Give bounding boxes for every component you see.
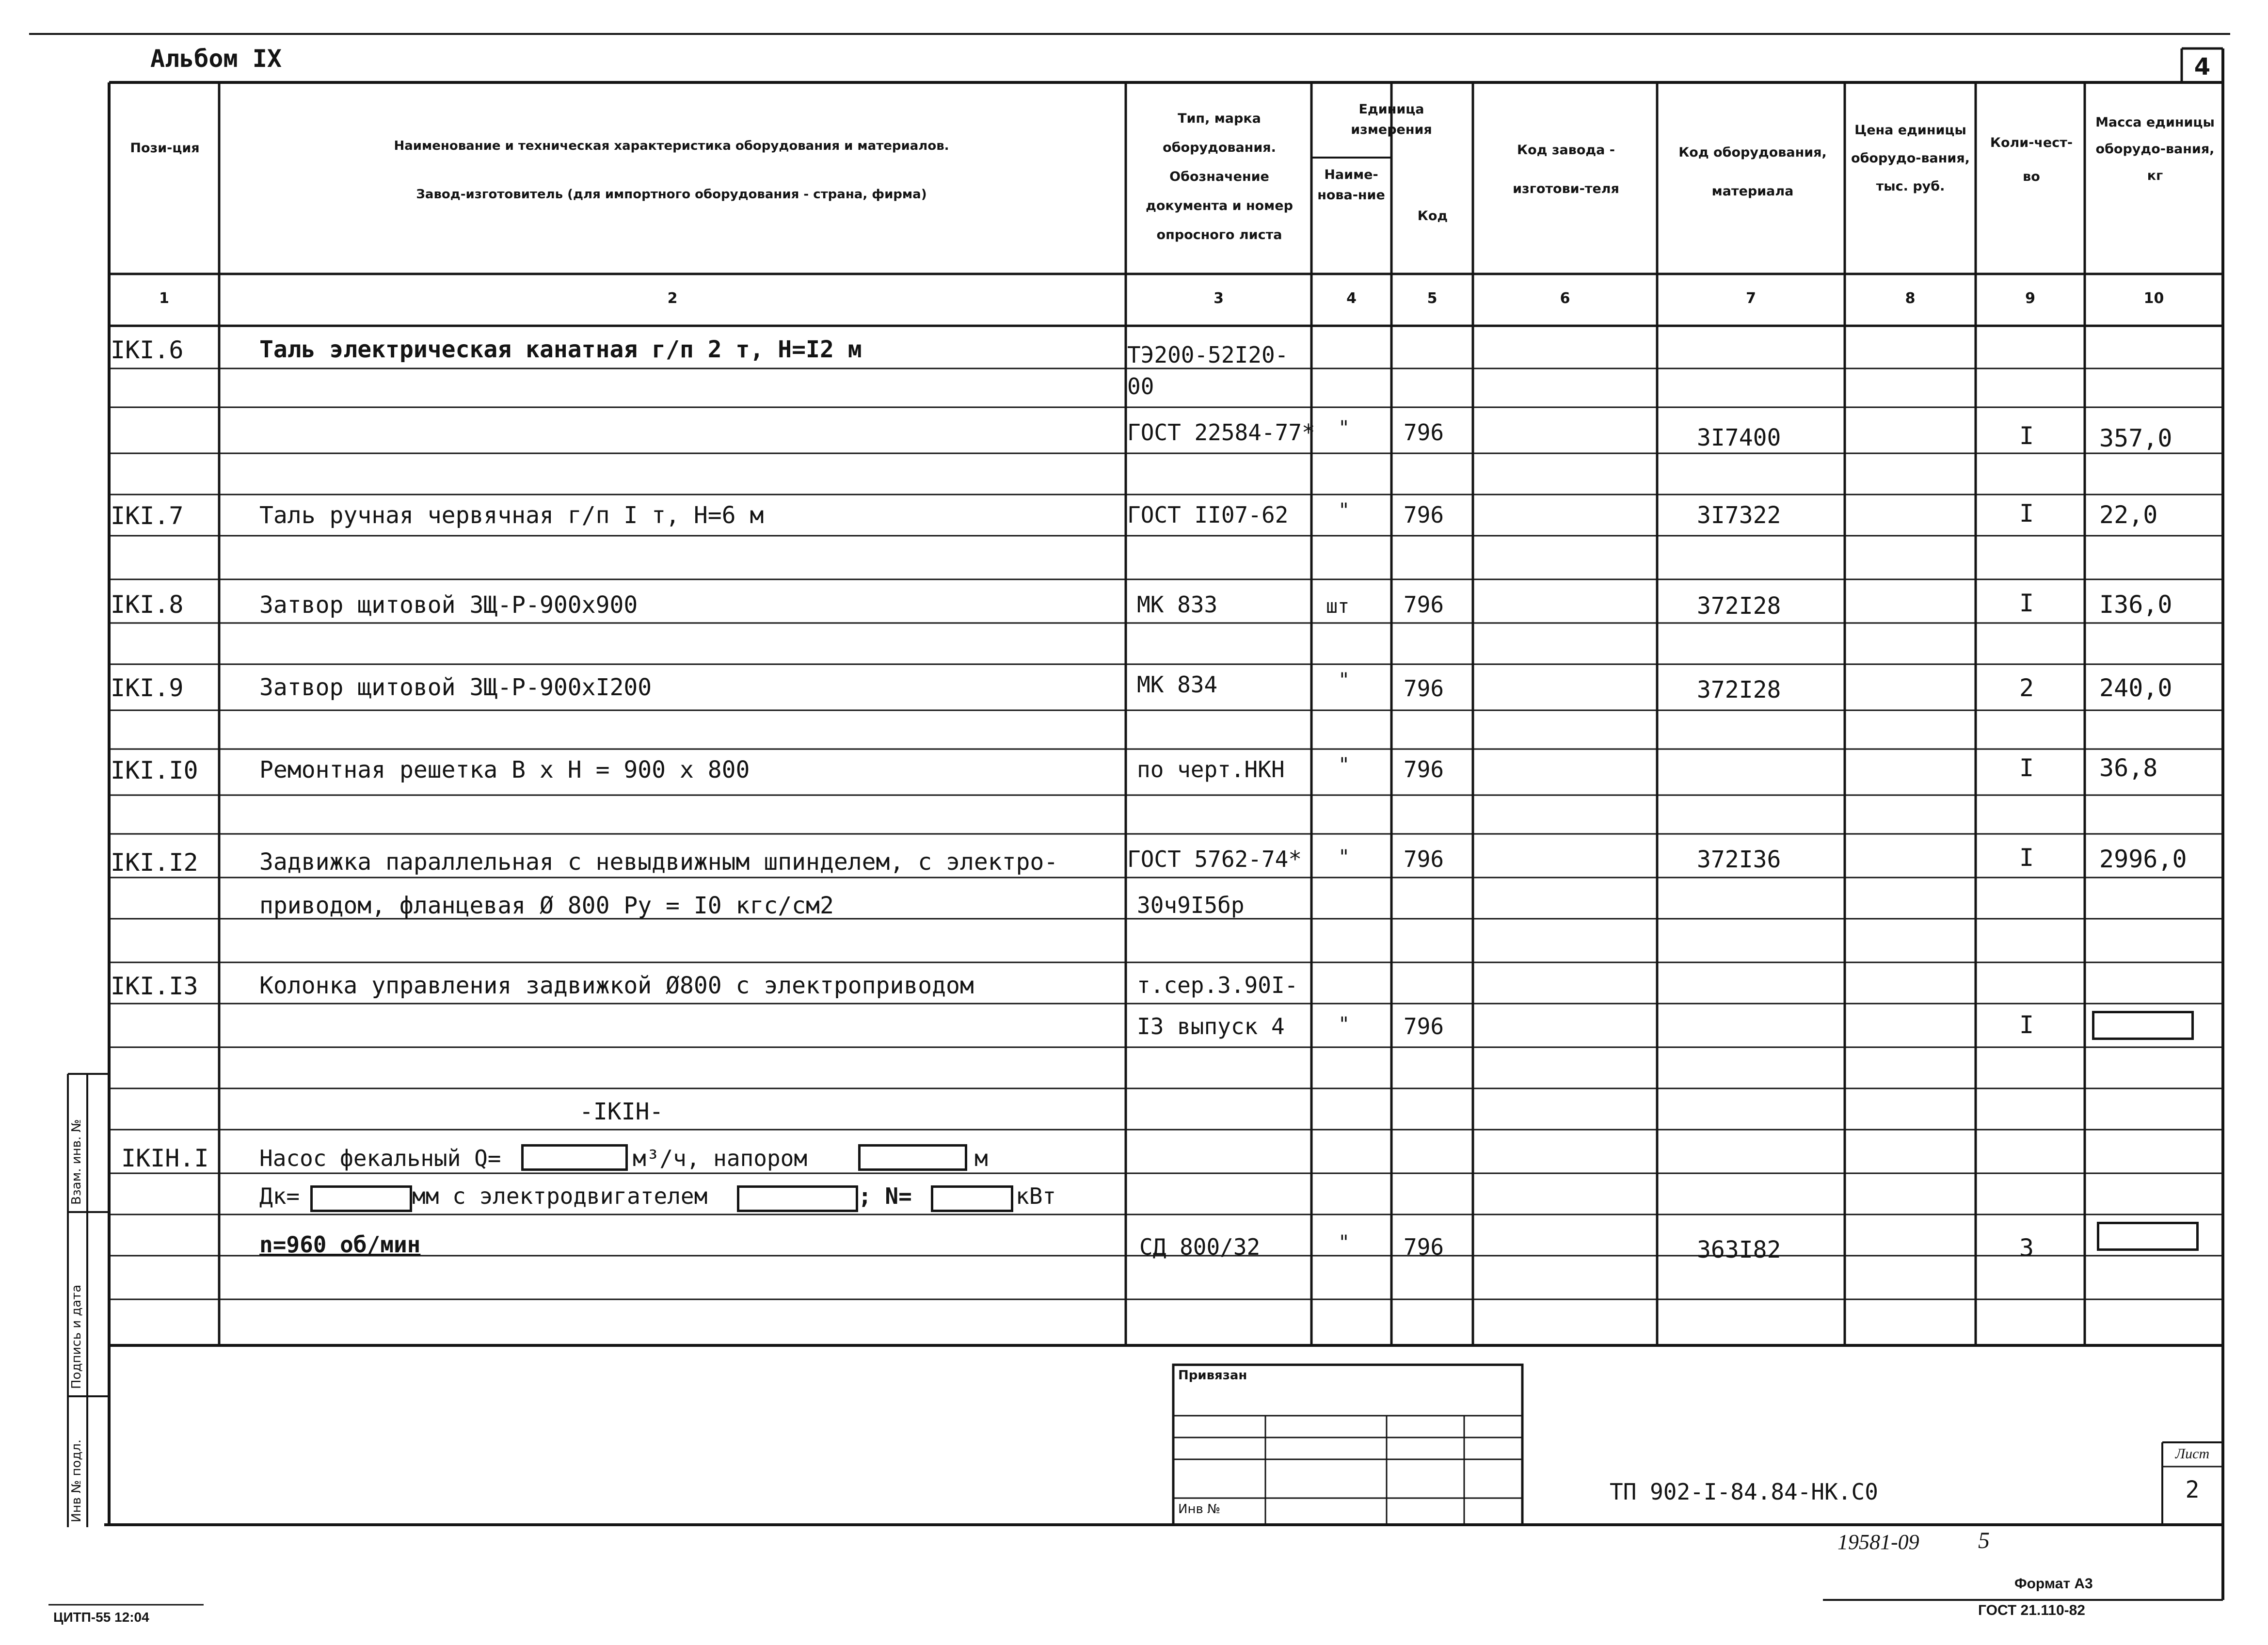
name-cell: Ремонтная решетка В х Н = 900 х 800 xyxy=(259,756,750,783)
type-cell: по черт.НКН xyxy=(1137,756,1285,783)
name-cell: кВт xyxy=(1016,1183,1056,1209)
section-title: -IKIH- xyxy=(579,1098,664,1125)
document-code: ТП 902-I-84.84-НК.С0 xyxy=(1610,1479,1878,1505)
col-number-7: 7 xyxy=(1746,290,1756,307)
type-cell: СД 800/32 xyxy=(1139,1234,1261,1260)
unit-code-cell: 796 xyxy=(1404,1013,1444,1039)
col-number-10: 10 xyxy=(2143,290,2164,307)
name-cell: Дк= xyxy=(259,1183,300,1209)
type-cell: ГОСТ II07-62 xyxy=(1127,502,1289,528)
unit-code-cell: 796 xyxy=(1404,591,1444,618)
header-quantity: Коли-чест-во xyxy=(1990,135,2073,184)
mass-cell: 22,0 xyxy=(2099,501,2158,529)
col-number-1: 1 xyxy=(159,290,169,307)
mass-blank-field xyxy=(2097,1222,2199,1251)
position-cell: IKI.8 xyxy=(111,591,184,619)
name-cell: ; N= xyxy=(858,1183,912,1209)
type-cell: ГОСТ 22584-77* xyxy=(1127,419,1315,446)
col-number-9: 9 xyxy=(2025,290,2035,307)
header-equipment-code: Код оборудования, материала xyxy=(1678,145,1827,199)
unit-code-cell: 796 xyxy=(1404,502,1444,528)
header-mass: Масса единицы оборудо-вания, кг xyxy=(2095,115,2215,183)
name-cell: мм с электродвигателем xyxy=(412,1183,708,1209)
equipment-code-cell: 3I7322 xyxy=(1697,502,1781,529)
type-cell: ТЭ200-52I20- xyxy=(1127,342,1289,368)
position-cell: IKI.I3 xyxy=(111,972,198,1000)
sheet-number: 2 xyxy=(2185,1476,2200,1503)
quantity-cell: I xyxy=(2019,589,2034,617)
mass-cell: 357,0 xyxy=(2099,424,2172,452)
gost-label: ГОСТ 21.110-82 xyxy=(1978,1602,2085,1618)
unit-code-cell: 796 xyxy=(1404,756,1444,783)
unit-code-cell: 796 xyxy=(1404,1234,1444,1260)
type-cell: т.сер.3.90I- xyxy=(1137,972,1298,998)
name-cell: Таль ручная червячная г/п I т, Н=6 м xyxy=(259,502,764,529)
footer-left-label: ЦИТП-55 12:04 xyxy=(53,1610,149,1625)
col-number-6: 6 xyxy=(1560,290,1570,307)
quantity-cell: I xyxy=(2019,844,2034,872)
name-cell: Таль электрическая канатная г/п 2 т, Н=I2 м xyxy=(259,336,862,363)
mass-cell: 2996,0 xyxy=(2099,845,2187,873)
name-cell: Затвор щитовой ЗЩ-Р-900х900 xyxy=(259,591,638,619)
type-cell: I3 выпуск 4 xyxy=(1137,1013,1285,1039)
name-cell: Затвор щитовой ЗЩ-Р-900хI200 xyxy=(259,674,652,701)
position-cell: IKIH.I xyxy=(121,1144,209,1172)
unit-code-cell: 796 xyxy=(1404,419,1444,446)
type-cell: МК 834 xyxy=(1137,671,1218,698)
unit-cell: " xyxy=(1338,417,1350,439)
equipment-code-cell: 372I28 xyxy=(1697,676,1781,703)
header-unit-code: Код xyxy=(1417,208,1448,224)
name-cell: Колонка управления задвижкой Ø800 с электроприводом xyxy=(259,972,974,999)
col-number-8: 8 xyxy=(1905,290,1916,307)
sheet-label: Лист xyxy=(2175,1446,2210,1462)
unit-cell: " xyxy=(1338,1013,1350,1036)
quantity-cell: I xyxy=(2019,422,2034,450)
quantity-cell: I xyxy=(2019,1011,2034,1039)
position-cell: IKI.I2 xyxy=(111,848,198,877)
header-factory-code: Код завода - изготови-теля xyxy=(1513,143,1619,196)
name-cell: Насос фекальный Q= xyxy=(259,1145,501,1171)
quantity-cell: I xyxy=(2019,754,2034,782)
equipment-code-cell: 363I82 xyxy=(1697,1236,1781,1263)
header-name-line1: Наименование и техническая характеристика оборудования и материалов. xyxy=(394,139,949,153)
type-cell: 30ч9I5бр xyxy=(1137,892,1245,918)
motor-blank-field xyxy=(737,1185,858,1212)
col-number-2: 2 xyxy=(667,290,678,307)
unit-cell: " xyxy=(1338,754,1350,776)
mass-cell: 36,8 xyxy=(2099,754,2158,782)
header-unit-name: Наиме-нова-ние xyxy=(1317,167,1385,203)
header-name-line2: Завод-изготовитель (для импортного оборудования - страна, фирма) xyxy=(416,187,927,202)
unit-cell: " xyxy=(1338,499,1350,522)
header-position: Пози-ция xyxy=(130,141,200,156)
side-original-inventory: Инв № подл. xyxy=(69,1439,84,1522)
unit-code-cell: 796 xyxy=(1404,675,1444,702)
handwritten-number: 19581-09 xyxy=(1837,1530,1919,1554)
header-unit: Единица измерения xyxy=(1351,102,1432,137)
side-signature-date: Подпись и дата xyxy=(69,1284,84,1389)
header-type: Тип, марка оборудования. Обозначение документа и номер опросного листа xyxy=(1146,111,1293,242)
flow-blank-field xyxy=(521,1144,628,1171)
side-replace-inventory: Взам. инв. № xyxy=(69,1119,84,1205)
diameter-blank-field xyxy=(310,1185,412,1212)
equipment-code-cell: 372I36 xyxy=(1697,846,1781,873)
name-cell: Задвижка параллельная с невыдвижным шпинделем, с электро- xyxy=(259,848,1058,876)
head-blank-field xyxy=(858,1144,967,1171)
name-cell: м³/ч, напором xyxy=(633,1145,808,1171)
quantity-cell: 3 xyxy=(2019,1234,2034,1262)
stamp-inventory: Инв № xyxy=(1178,1502,1221,1517)
format-label: Формат А3 xyxy=(2014,1576,2093,1592)
stamp-privyazan: Привязан xyxy=(1178,1368,1247,1383)
mass-cell: I36,0 xyxy=(2099,591,2172,619)
power-blank-field xyxy=(931,1185,1013,1212)
equipment-code-cell: 3I7400 xyxy=(1697,424,1781,451)
unit-cell: " xyxy=(1338,846,1350,868)
quantity-cell: 2 xyxy=(2019,674,2034,702)
name-cell: приводом, фланцевая Ø 800 Ру = I0 кгс/см2 xyxy=(259,892,834,919)
col-number-3: 3 xyxy=(1214,290,1224,307)
page-number: 4 xyxy=(2194,53,2211,80)
unit-code-cell: 796 xyxy=(1404,846,1444,872)
col-number-5: 5 xyxy=(1427,290,1437,307)
unit-cell: " xyxy=(1338,1231,1350,1254)
unit-cell: " xyxy=(1338,669,1350,691)
col-number-4: 4 xyxy=(1346,290,1357,307)
mass-cell: 240,0 xyxy=(2099,674,2172,702)
position-cell: IKI.9 xyxy=(111,674,184,702)
header-price: Цена единицы оборудо-вания, тыс. руб. xyxy=(1851,123,1970,194)
equipment-code-cell: 372I28 xyxy=(1697,592,1781,620)
handwritten-five: 5 xyxy=(1978,1528,1990,1553)
position-cell: IKI.I0 xyxy=(111,756,198,784)
quantity-cell: I xyxy=(2019,499,2034,527)
unit-cell: шт xyxy=(1326,595,1350,618)
type-cell: ГОСТ 5762-74* xyxy=(1127,846,1302,872)
position-cell: IKI.6 xyxy=(111,336,184,364)
type-cell: 00 xyxy=(1127,373,1154,399)
position-cell: IKI.7 xyxy=(111,502,184,530)
type-cell: МК 833 xyxy=(1137,591,1218,618)
name-cell: n=960 об/мин xyxy=(259,1231,421,1258)
mass-blank-field xyxy=(2092,1011,2194,1040)
album-title: Альбом IX xyxy=(150,45,282,73)
name-cell: м xyxy=(974,1145,988,1171)
